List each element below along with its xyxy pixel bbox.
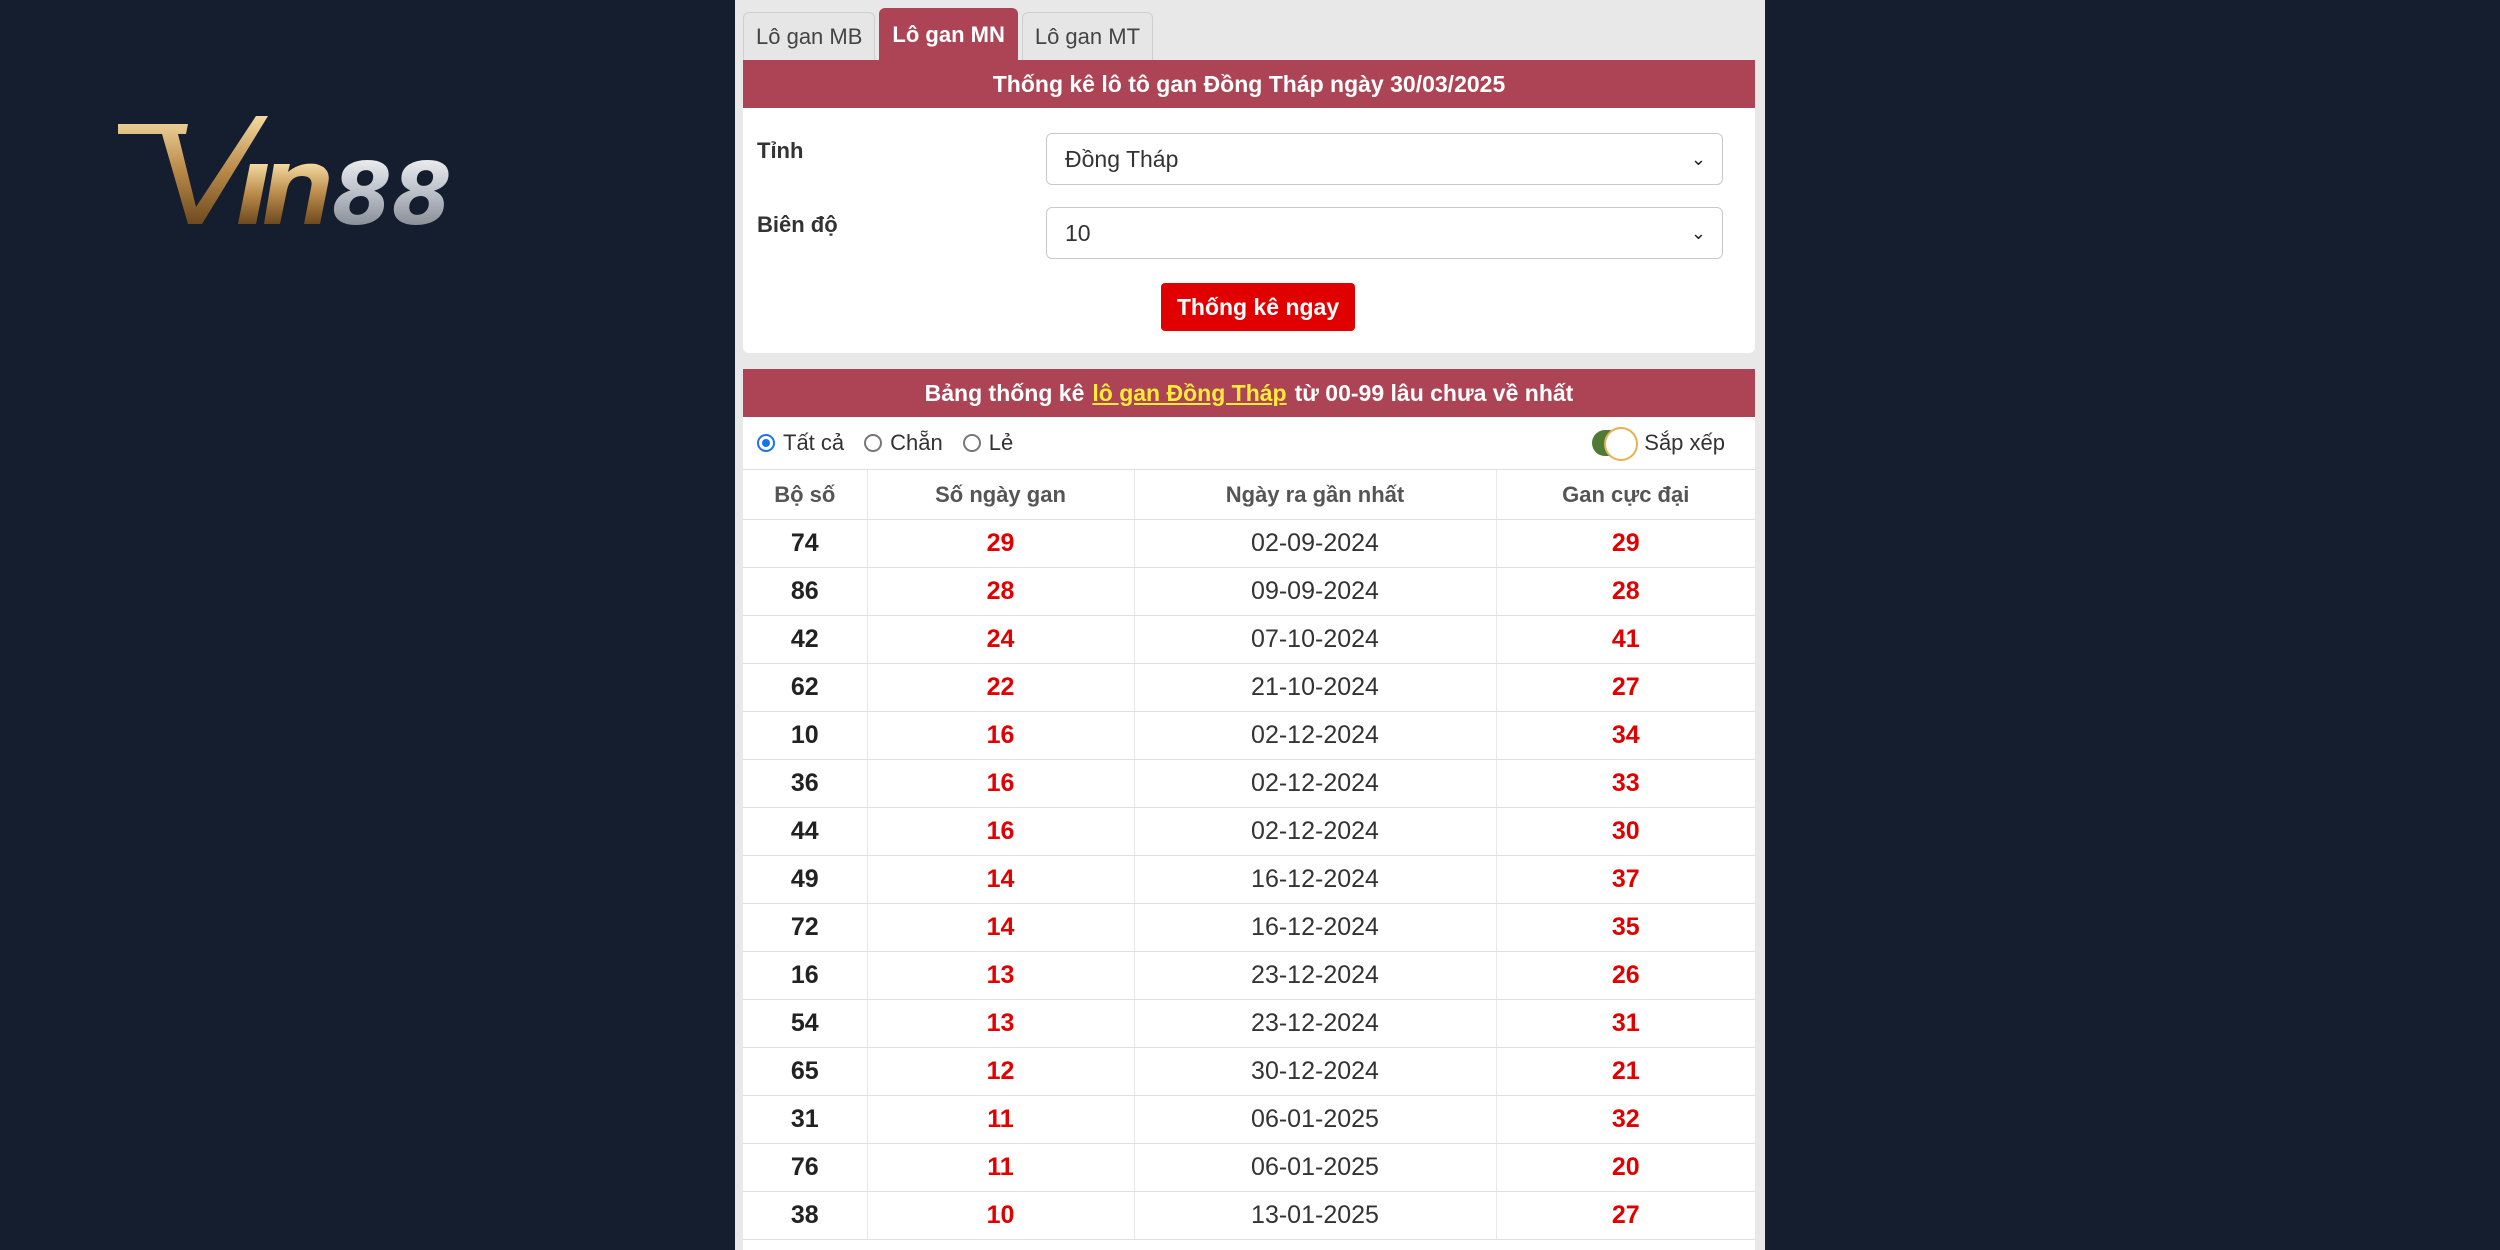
cell-bo-so: 72 <box>743 904 867 952</box>
cell-ngay-ra-gan-nhat: 23-12-2024 <box>1134 952 1496 1000</box>
radio-icon <box>864 434 882 452</box>
cell-gan-cuc-dai: 34 <box>1496 712 1755 760</box>
range-value: 10 <box>1065 219 1091 246</box>
region-tabs <box>743 10 1153 60</box>
cell-gan-cuc-dai: 27 <box>1496 664 1755 712</box>
table-row <box>743 712 1755 760</box>
filter-label: Tất cả <box>783 430 845 455</box>
radio-selected-icon <box>757 434 775 452</box>
cell-ngay-ra-gan-nhat: 02-12-2024 <box>1134 760 1496 808</box>
table-row <box>743 1096 1755 1144</box>
cell-bo-so: 16 <box>743 952 867 1000</box>
cell-so-ngay-gan: 29 <box>867 520 1134 568</box>
cell-bo-so: 54 <box>743 1000 867 1048</box>
form-title: Thống kê lô tô gan Đồng Tháp ngày 30/03/2025 <box>743 60 1755 108</box>
header-ngay-ra-gan-nhat: Ngày ra gần nhất <box>1134 470 1496 520</box>
table-row <box>743 568 1755 616</box>
cell-bo-so: 36 <box>743 760 867 808</box>
filter-radio-even[interactable] <box>864 430 943 456</box>
table-title-link[interactable]: lô gan Đồng Tháp <box>1092 379 1287 406</box>
sort-label: Sắp xếp <box>1644 430 1725 455</box>
cell-gan-cuc-dai: 31 <box>1496 1000 1755 1048</box>
submit-stats-button[interactable]: Thống kê ngay <box>1161 283 1355 331</box>
table-header-row <box>743 470 1755 520</box>
cell-gan-cuc-dai: 20 <box>1496 1144 1755 1192</box>
tab-lo-gan-mt[interactable]: Lô gan MT <box>1022 12 1153 60</box>
province-value: Đồng Tháp <box>1065 145 1179 172</box>
cell-bo-so: 31 <box>743 1096 867 1144</box>
table-row <box>743 904 1755 952</box>
header-gan-cuc-dai: Gan cực đại <box>1496 470 1755 520</box>
cell-bo-so: 10 <box>743 712 867 760</box>
table-title <box>743 369 1755 417</box>
cell-so-ngay-gan: 14 <box>867 856 1134 904</box>
svg-text:88: 88 <box>332 145 452 242</box>
cell-bo-so: 62 <box>743 664 867 712</box>
cell-gan-cuc-dai: 28 <box>1496 568 1755 616</box>
cell-bo-so: 49 <box>743 856 867 904</box>
table-row <box>743 1192 1755 1240</box>
cell-bo-so: 86 <box>743 568 867 616</box>
cell-so-ngay-gan: 11 <box>867 1144 1134 1192</box>
table-row <box>743 856 1755 904</box>
range-label: Biên độ <box>757 212 838 237</box>
cell-gan-cuc-dai: 21 <box>1496 1048 1755 1096</box>
cell-so-ngay-gan: 10 <box>867 1192 1134 1240</box>
table-row <box>743 520 1755 568</box>
cell-bo-so: 74 <box>743 520 867 568</box>
filter-label: Lẻ <box>988 430 1014 455</box>
cell-so-ngay-gan: 13 <box>867 952 1134 1000</box>
cell-so-ngay-gan: 28 <box>867 568 1134 616</box>
filter-row <box>743 417 1755 469</box>
cell-gan-cuc-dai: 37 <box>1496 856 1755 904</box>
cell-gan-cuc-dai: 41 <box>1496 616 1755 664</box>
cell-bo-so: 42 <box>743 616 867 664</box>
cell-gan-cuc-dai: 32 <box>1496 1096 1755 1144</box>
table-title-suffix: từ 00-99 lâu chưa về nhất <box>1294 379 1574 406</box>
table-row <box>743 808 1755 856</box>
table-row <box>743 616 1755 664</box>
cell-ngay-ra-gan-nhat: 02-09-2024 <box>1134 520 1496 568</box>
table-row <box>743 664 1755 712</box>
table-row <box>743 1000 1755 1048</box>
cell-bo-so: 44 <box>743 808 867 856</box>
tab-lo-gan-mn[interactable]: Lô gan MN <box>879 8 1017 60</box>
vin88-logo-mark <box>118 112 490 242</box>
province-select[interactable] <box>1046 133 1723 185</box>
cell-gan-cuc-dai: 30 <box>1496 808 1755 856</box>
stats-table-card <box>743 369 1755 1250</box>
lottery-panel <box>735 0 1765 1250</box>
cell-so-ngay-gan: 16 <box>867 760 1134 808</box>
toggle-switch-icon <box>1592 430 1636 456</box>
table-row <box>743 1144 1755 1192</box>
cell-so-ngay-gan: 22 <box>867 664 1134 712</box>
cell-bo-so: 76 <box>743 1144 867 1192</box>
cell-so-ngay-gan: 11 <box>867 1096 1134 1144</box>
radio-icon <box>963 434 981 452</box>
cell-ngay-ra-gan-nhat: 02-12-2024 <box>1134 808 1496 856</box>
cell-so-ngay-gan: 12 <box>867 1048 1134 1096</box>
cell-so-ngay-gan: 13 <box>867 1000 1134 1048</box>
table-row <box>743 760 1755 808</box>
table-title-prefix: Bảng thống kê <box>924 379 1085 406</box>
tab-lo-gan-mb[interactable]: Lô gan MB <box>743 12 875 60</box>
sort-toggle[interactable] <box>1592 430 1725 456</box>
vin88-logo <box>118 112 490 242</box>
cell-ngay-ra-gan-nhat: 16-12-2024 <box>1134 856 1496 904</box>
cell-gan-cuc-dai: 29 <box>1496 520 1755 568</box>
table-row <box>743 952 1755 1000</box>
lo-gan-table <box>743 469 1755 1240</box>
table-body <box>743 520 1755 1240</box>
cell-gan-cuc-dai: 33 <box>1496 760 1755 808</box>
cell-so-ngay-gan: 16 <box>867 712 1134 760</box>
cell-gan-cuc-dai: 35 <box>1496 904 1755 952</box>
cell-bo-so: 65 <box>743 1048 867 1096</box>
cell-ngay-ra-gan-nhat: 06-01-2025 <box>1134 1144 1496 1192</box>
cell-ngay-ra-gan-nhat: 16-12-2024 <box>1134 904 1496 952</box>
cell-bo-so: 38 <box>743 1192 867 1240</box>
range-select[interactable] <box>1046 207 1723 259</box>
stats-form-card <box>743 60 1755 353</box>
filter-radio-odd[interactable] <box>963 430 1013 456</box>
cell-ngay-ra-gan-nhat: 06-01-2025 <box>1134 1096 1496 1144</box>
cell-ngay-ra-gan-nhat: 09-09-2024 <box>1134 568 1496 616</box>
cell-ngay-ra-gan-nhat: 07-10-2024 <box>1134 616 1496 664</box>
cell-ngay-ra-gan-nhat: 02-12-2024 <box>1134 712 1496 760</box>
cell-so-ngay-gan: 16 <box>867 808 1134 856</box>
chevron-down-icon: ⌄ <box>1690 148 1706 169</box>
filter-radio-all[interactable] <box>757 430 844 456</box>
cell-ngay-ra-gan-nhat: 30-12-2024 <box>1134 1048 1496 1096</box>
cell-ngay-ra-gan-nhat: 21-10-2024 <box>1134 664 1496 712</box>
table-row <box>743 1048 1755 1096</box>
cell-so-ngay-gan: 24 <box>867 616 1134 664</box>
cell-gan-cuc-dai: 27 <box>1496 1192 1755 1240</box>
chevron-down-icon: ⌄ <box>1690 222 1706 243</box>
header-bo-so: Bộ số <box>743 470 867 520</box>
filter-label: Chẵn <box>890 430 943 455</box>
province-label: Tỉnh <box>757 138 804 163</box>
cell-ngay-ra-gan-nhat: 13-01-2025 <box>1134 1192 1496 1240</box>
cell-ngay-ra-gan-nhat: 23-12-2024 <box>1134 1000 1496 1048</box>
cell-gan-cuc-dai: 26 <box>1496 952 1755 1000</box>
cell-so-ngay-gan: 14 <box>867 904 1134 952</box>
header-so-ngay-gan: Số ngày gan <box>867 470 1134 520</box>
